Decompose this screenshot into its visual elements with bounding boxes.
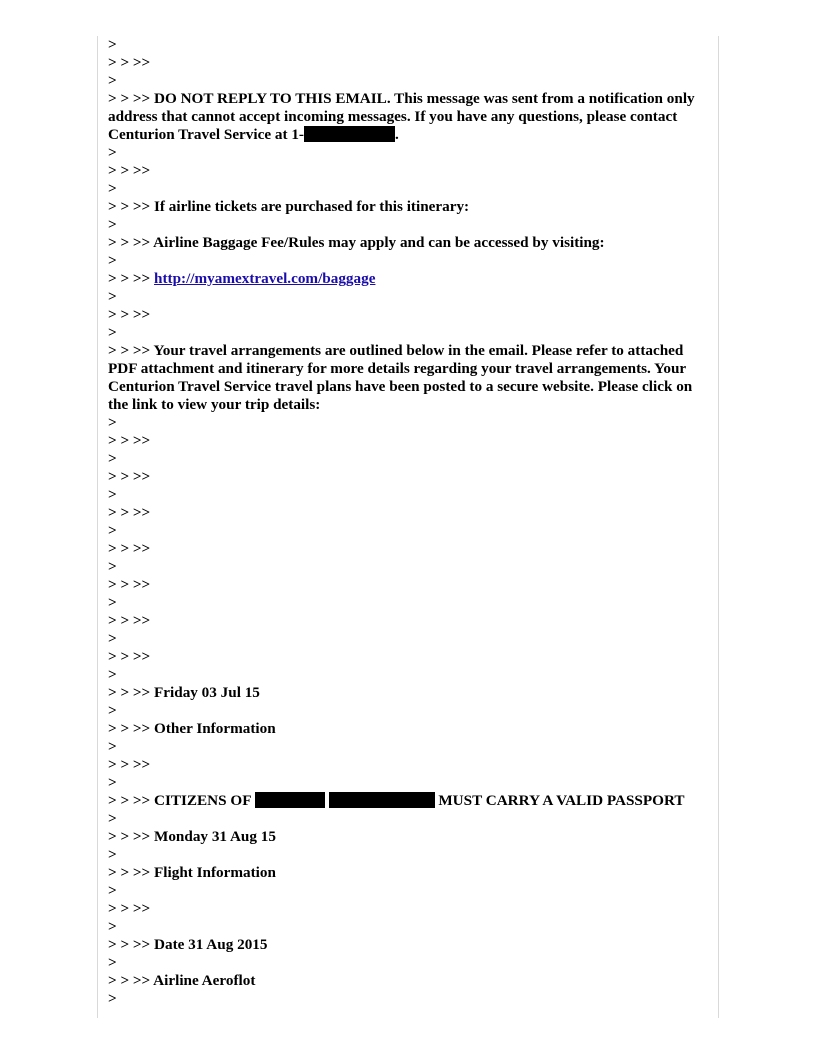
email-line: > > >> xyxy=(108,900,151,917)
quote-marker-line: > xyxy=(108,288,117,305)
quote-marker-line: > xyxy=(108,144,117,161)
quote-marker-line: > xyxy=(108,738,117,755)
paragraph-text: > > >> CITIZENS OF xyxy=(108,792,255,809)
baggage-link[interactable]: http://myamextravel.com/baggage xyxy=(154,270,376,287)
email-line: > > >> xyxy=(108,612,151,629)
quote-marker-line: > xyxy=(108,558,117,575)
quote-marker-line: > xyxy=(108,990,117,1007)
country-redaction-2 xyxy=(329,792,435,808)
quote-marker-line: > xyxy=(108,630,117,647)
paragraph-text: > > >> DO NOT REPLY TO THIS EMAIL. This message was sent from a notification only address that cannot accept incoming messages. If you have any questions, please contact Centurion Travel Service at 1- xyxy=(108,90,699,143)
paragraph-text: MUST CARRY A VALID PASSPORT xyxy=(434,792,685,809)
email-line: > > >> xyxy=(108,468,151,485)
quote-marker-line: > xyxy=(108,522,117,539)
quote-marker-line: > xyxy=(108,180,117,197)
quote-marker-line: > xyxy=(108,846,117,863)
quote-marker-line: > xyxy=(108,486,117,503)
email-line: > > >> xyxy=(108,306,151,323)
email-line: > > >> Other Information xyxy=(108,720,276,737)
quote-marker-line: > xyxy=(108,72,117,89)
email-line: > > >> Friday 03 Jul 15 xyxy=(108,684,260,701)
email-line: > > >> xyxy=(108,540,151,557)
line-prefix: > > >> xyxy=(108,270,155,287)
quote-marker-line: > xyxy=(108,450,117,467)
email-line: > > >> Monday 31 Aug 15 xyxy=(108,828,276,845)
quote-marker-line: > xyxy=(108,216,117,233)
quote-marker-line: > xyxy=(108,810,117,827)
email-line: > > >> Flight Information xyxy=(108,864,276,881)
email-line: > > >> xyxy=(108,432,151,449)
quote-marker-line: > xyxy=(108,918,117,935)
email-line: > > >> If airline tickets are purchased for this itinerary: xyxy=(108,198,470,215)
quote-marker-line: > xyxy=(108,252,117,269)
email-line-with-link xyxy=(108,270,708,288)
email-line: > > >> Date 31 Aug 2015 xyxy=(108,936,268,953)
phone-redaction xyxy=(304,126,395,142)
email-line: > > >> Airline Aeroflot xyxy=(108,972,256,989)
email-line: > > >> xyxy=(108,648,151,665)
quote-marker-line: > xyxy=(108,666,117,683)
quote-marker-line: > xyxy=(108,36,117,53)
paragraph-text: . xyxy=(395,126,399,143)
paragraph-text: > > >> Your travel arrangements are outlined below in the email. Please refer to attached PDF attachment and itinerary for more details regarding your travel arrangements. Your Centurion Travel Service travel plans have been posted to a secure website. Please click on the link to view your trip details: xyxy=(108,342,697,413)
email-paragraph xyxy=(108,90,708,144)
email-line: > > >> xyxy=(108,162,151,179)
email-body xyxy=(108,36,708,1008)
quote-marker-line: > xyxy=(108,594,117,611)
quote-marker-line: > xyxy=(108,954,117,971)
quote-marker-line: > xyxy=(108,324,117,341)
email-line: > > >> xyxy=(108,504,151,521)
quote-marker-line: > xyxy=(108,414,117,431)
email-line: > > >> Airline Baggage Fee/Rules may apply and can be accessed by visiting: xyxy=(108,234,605,251)
country-redaction-1 xyxy=(255,792,325,808)
email-line: > > >> xyxy=(108,756,151,773)
email-paragraph xyxy=(108,342,708,414)
quote-marker-line: > xyxy=(108,774,117,791)
email-paragraph xyxy=(108,792,708,810)
email-line: > > >> xyxy=(108,576,151,593)
quote-marker-line: > xyxy=(108,882,117,899)
quote-marker-line: > xyxy=(108,702,117,719)
email-line: > > >> xyxy=(108,54,151,71)
